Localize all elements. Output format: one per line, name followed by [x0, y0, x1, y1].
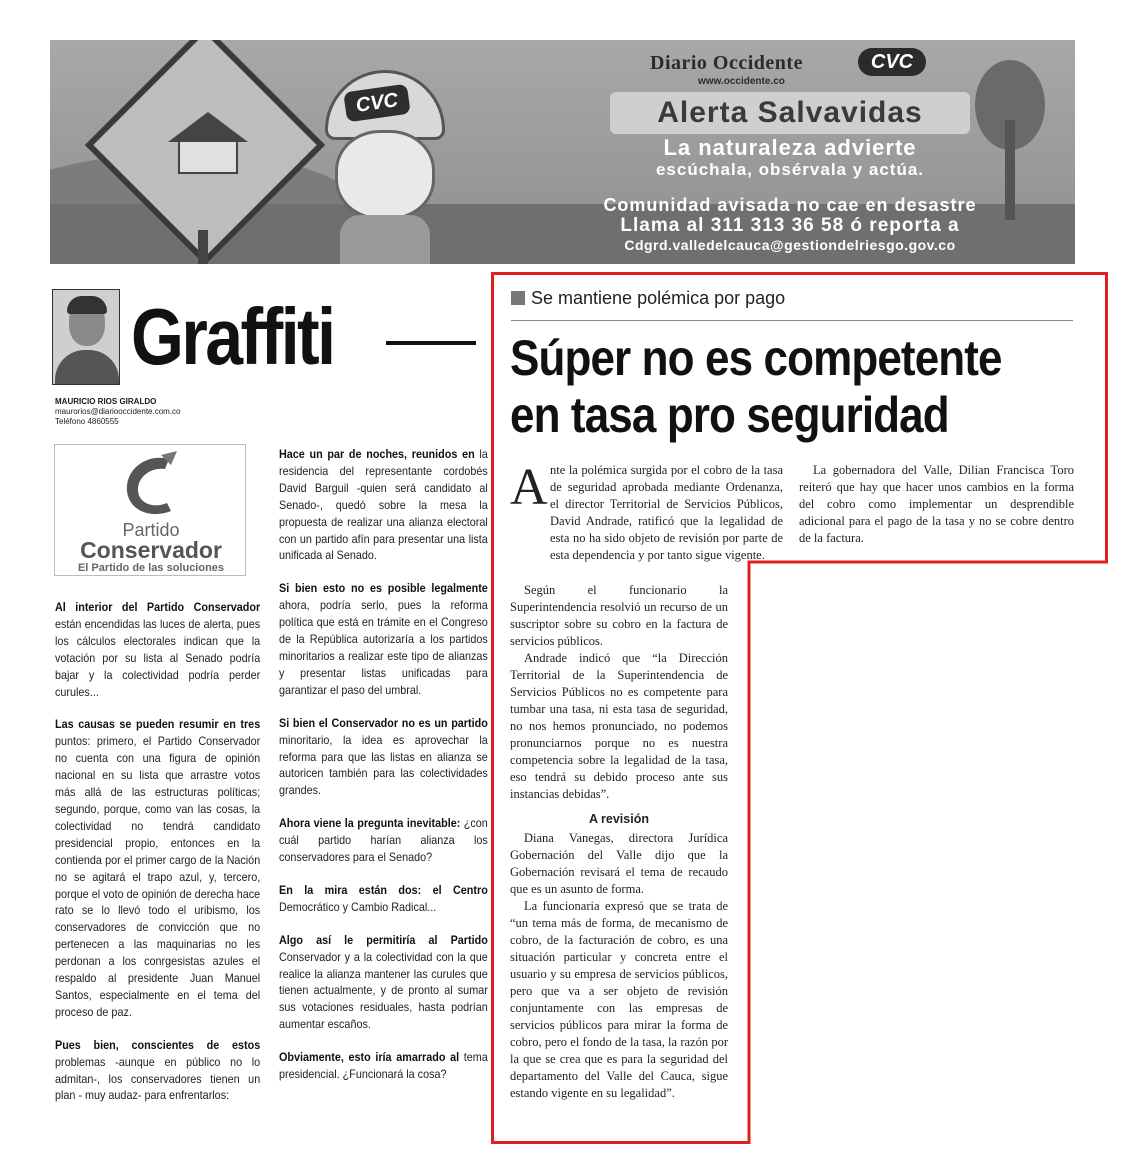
brand-url: www.occidente.co [698, 76, 785, 87]
banner-line-2: escúchala, obsérvala y actúa. [655, 160, 925, 179]
drop-cap: A [510, 459, 548, 516]
author-phone: Teléfono 4860555 [55, 417, 119, 426]
article-kicker: Se mantiene polémica por pago [531, 288, 786, 308]
party-line-2: Conservador [80, 537, 222, 563]
paragraph: Las causas se pueden resumir en tres puntos: primero, el Partido Conservador no cuenta con una figura de opinión nacional en su lista que arrastre votos más allá de las estructuras políticas; segundo, porque, como van las cosas, la colectividad no tendrá candidato presidencial propio, entonces en la contienda por el primer cargo de la Nación no se agitará el trapo azul, y, tercero, porque el voto de opinión de derecha hace rato se lo llevó todo el uribismo, los conservadores de convicción que no pertenecen a las maquinarias no les perdonan a los conrgesistas azules el respaldo al presidente Juan Manuel Santos, especialmente en el tema del proceso de paz. [55, 717, 261, 1019]
paragraph: Andrade indicó que “la Dirección Territorial de la Superintendencia de Servicios Públicos no es competente para tumbar una tasa, ni esta tasa de seguridad, no nos hemos pronunciado, no podemos pronunciarnos porque no es nuestra competencia sobre la legalidad de la tasa, eso tendrá su debido proceso ante sus instancias debidas”. [510, 651, 728, 801]
paragraph: Si bien el Conservador no es un partido minoritario, la idea es aprovechar la reforma para que las listas en alianza se autoricen también para las colectividades grandes. [279, 715, 488, 798]
article-subhead: A revisión [589, 812, 649, 826]
paragraph: Algo así le permitiría al Partido Conservador y a la colectividad con la que realice la alianza mantener las curules que tienen actualmente, y de pronto al sumar sus votaciones residuales, hasta podrían aumentar escaños. [279, 932, 488, 1032]
party-c-icon [117, 449, 183, 523]
paragraph: Si bien esto no es posible legalmente ahora, podría serlo, pues la reforma política que está en trámite en el Congreso de la República autorizaría a los partidos minoritarios a realizar este tipo de alianzas y presentar listas unificadas para garantizar el paso del umbral. [279, 581, 488, 697]
article-body-right [799, 462, 1074, 547]
paragraph: En la mira están dos: el Centro Democrático y Cambio Radical... [279, 882, 488, 914]
paragraph: Hace un par de noches, reunidos en la residencia del representante cordobés David Barguil -quien será candidato al Senado-, quedó sobre la mesa la propuesta de realizar una alianza electoral con un partido afín para presentar una lista unificada al Senado. [279, 447, 488, 563]
cvc-cap-logo: CVC [343, 84, 411, 123]
article-body-lower [510, 582, 728, 1102]
paragraph: Pues bien, conscientes de estos problemas -aunque en público no lo admitan-, los conservadores tienen un plan - muy audaz- para enfrentarlos: [55, 1037, 261, 1103]
party-logo [54, 444, 246, 576]
paragraph: Diana Vanegas, directora Jurídica Gobernación del Valle dijo que la Gobernación revisará el tema de recaudo que es un asunto de forma. [510, 831, 728, 896]
advertisement-banner [50, 40, 1075, 264]
column-title: Graffiti [131, 292, 334, 381]
kicker-square-icon [511, 291, 525, 305]
graffiti-column-1 [55, 599, 260, 1120]
brand-name: Diario Occidente [650, 52, 803, 74]
cvc-logo: CVC [858, 48, 926, 76]
paragraph: Ahora viene la pregunta inevitable: ¿con cuál partido harían alianza los conservadores para el Senado? [279, 816, 488, 865]
paragraph: nte la polémica surgida por el cobro de la tasa de seguridad aprobada mediante Ordenanza, el director Territorial de Servicios Públicos, David Andrade, ratificó que la legalidad de esta no ha sido objeto de revisión por parte de esta dependencia y por tanto sigue vigente. [550, 463, 783, 562]
title-rule [386, 341, 476, 345]
graffiti-column-2 [279, 446, 488, 1099]
paragraph: La funcionaria expresó que se trata de “un tema más de forma, de mecanismo de cobro, de la facturación de cobro, es una situación particular y concreta entre el usuario y su empresa de servicios públicos, pero que va a ser objeto de revisión conjuntamente con las empresas de servicios públicos para mirar la forma de cobro, pero el fondo de la tasa, la razón por la que se crea que es para la seguridad del departamento del Valle del Cauca, sigue estando vigente en su legalidad”. [510, 899, 728, 1100]
banner-email: Cdgrd.valledelcauca@gestiondelriesgo.gov.co [624, 237, 956, 253]
kicker-rule [511, 320, 1073, 321]
banner-line-4: Llama al 311 313 36 58 ó reporta a [620, 215, 960, 236]
house-icon [168, 112, 248, 172]
banner-headline: Alerta Salvavidas [610, 92, 970, 134]
sign-pole [198, 230, 208, 264]
paragraph: Al interior del Partido Conservador están encendidas las luces de alerta, pues los cálculos electorales indican que la votación por su lista al Senado podría bajar y la colectividad podría perder curules... [55, 600, 261, 699]
article-body-top [510, 459, 783, 564]
article-headline: Súper no es competente en tasa pro seguridad [510, 330, 1002, 443]
paragraph: Obviamente, esto iría amarrado al tema presidencial. ¿Funcionará la cosa? [279, 1050, 488, 1082]
party-slogan: El Partido de las soluciones [77, 562, 225, 574]
banner-line-3: Comunidad avisada no cae en desastre [603, 195, 977, 215]
author-name: MAURICIO RIOS GIRALDO [55, 397, 157, 406]
author-photo [52, 289, 120, 385]
paragraph: Según el funcionario la Superintendencia resolvió un recurso de un suscriptor sobre su cobro en la factura de servicios públicos. [510, 583, 728, 648]
banner-line-1: La naturaleza advierte [663, 135, 917, 160]
paragraph: La gobernadora del Valle, Dilian Francisca Toro reiteró que hay que hacer unos cambios en la forma del cobro como implementar un desprendible adicional para el pago de la tasa y no se cobre dentro de la factura. [799, 463, 1074, 545]
party-line-1: Partido [122, 520, 180, 540]
author-email: maurorios@diariooccidente.com.co [55, 407, 181, 416]
